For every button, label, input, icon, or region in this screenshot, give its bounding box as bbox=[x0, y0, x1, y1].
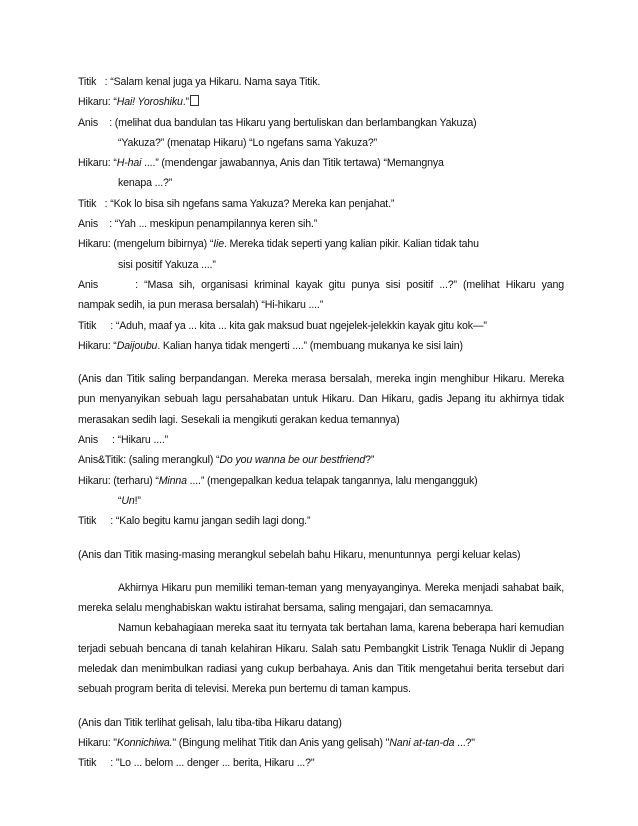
speaker-label: Anis bbox=[78, 218, 99, 231]
dialogue-continuation: kenapa ...?” bbox=[118, 177, 173, 190]
paragraph-gap bbox=[78, 356, 564, 369]
speaker-label: Titik bbox=[78, 197, 97, 210]
dialogue-line: Anis&Titik: (saling merangkul) “Do you wanna be our bestfriend?” bbox=[78, 454, 375, 467]
paragraph-gap bbox=[78, 565, 564, 578]
speaker-label: Titik bbox=[78, 76, 97, 88]
dialogue-line: Titik : “Kalo begitu kamu jangan sedih lagi dong.” bbox=[78, 515, 311, 528]
stage-direction-line: (Anis dan Titik masing-masing merangkul sebelah bahu Hikaru, menuntunnya pergi keluar kelas) bbox=[78, 548, 521, 561]
dialogue-continuation: “Yakuza?” (menatap Hikaru) “Lo ngefans sama Yakuza?” bbox=[118, 136, 377, 149]
dialogue-line: Titik : "Lo ... belom ... denger ... berita, Hikaru ...?" bbox=[78, 757, 315, 770]
dialogue-line: Titik : “Aduh, maaf ya ... kita ... kita gak maksud buat ngejelek-jelekkin kayak gitu kok—” bbox=[78, 319, 487, 332]
dialogue-line: Hikaru: "Konnichiwa." (Bingung melihat Titik dan Anis yang gelisah) "Nani at-tan-da ...?" bbox=[78, 736, 475, 749]
narrative-paragraph: Namun kebahagiaan mereka saat itu ternyata tak bertahan lama, karena beberapa hari kemudian terjadi sebuah bencana di tanah kelahiran Hikaru. Salah satu Pembangkit Listrik Tenaga Nuklir di Jepang meledak dan menimbulkan radiasi yang cukup berbahaya. Anis dan Titik mengetahui berita tersebut dari sebuah program berita di televisi. Mereka pun bertemu di taman kampus. bbox=[78, 622, 564, 696]
speaker-label: Anis bbox=[78, 116, 99, 129]
dialogue-continuation: sisi positif Yakuza ....” bbox=[118, 258, 216, 271]
dialogue-line: Anis : “Yah ... meskipun penampilannya keren sih.” bbox=[78, 218, 318, 231]
dialogue-line: Hikaru: “Daijoubu. Kalian hanya tidak mengerti ....” (membuang mukanya ke sisi lain) bbox=[78, 339, 463, 352]
speaker-label: Hikaru: bbox=[78, 157, 111, 170]
speaker-label: Hikaru: bbox=[78, 238, 111, 251]
dialogue-line: Anis : (melihat dua bandulan tas Hikaru yang bertuliskan dan berlambangkan Yakuza) bbox=[78, 116, 477, 129]
paragraph-gap bbox=[78, 532, 564, 545]
dialogue-line: Hikaru: (mengelum bibirnya) “Iie. Mereka tidak seperti yang kalian pikir. Kalian tidak tahu bbox=[78, 238, 479, 251]
dialogue-line: Titik : “Kok lo bisa sih ngefans sama Yakuza? Mereka kan penjahat.” bbox=[78, 197, 395, 210]
dialogue-continuation: “Un!” bbox=[118, 494, 141, 507]
stage-direction-line: (Anis dan Titik terlihat gelisah, lalu tiba-tiba Hikaru datang) bbox=[78, 716, 342, 729]
dialogue-line: Hikaru: “H-hai ....” (mendengar jawabannya, Anis dan Titik tertawa) “Memangnya bbox=[78, 157, 444, 170]
speaker-label: Hikaru: bbox=[78, 96, 111, 109]
dialogue-continuation: nampak sedih, ia pun merasa bersalah) “Hi-hikaru ....” bbox=[78, 299, 324, 312]
narrative-paragraph: Akhirnya Hikaru pun memiliki teman-teman yang menyayanginya. Mereka menjadi sahabat baik, mereka selalu menghabiskan waktu istirahat bersama, saling mengajari, dan semacamnya. bbox=[78, 581, 564, 615]
dialogue-line: Anis : “Masa sih, organisasi kriminal kayak gitu punya sisi positif ...?” (melihat Hikaru yang bbox=[78, 278, 564, 291]
paragraph-gap bbox=[78, 700, 564, 713]
document-page bbox=[78, 72, 564, 774]
missing-glyph-icon bbox=[190, 95, 199, 106]
stage-direction-paragraph: (Anis dan Titik saling berpandangan. Mereka merasa bersalah, mereka ingin menghibur Hikaru. Mereka pun menyanyikan sebuah lagu persahabatan untuk Hikaru. Dan Hikaru, gadis Jepang itu akhirnya tidak merasakan sedih lagi. Sesekali ia mengikuti gerakan kedua temannya) bbox=[78, 373, 564, 426]
dialogue-line: Hikaru: “Hai! Yoroshiku.” bbox=[78, 92, 564, 112]
dialogue-line: Hikaru: (terharu) “Minna ....” (mengepalkan kedua telapak tangannya, lalu mengangguk) bbox=[78, 474, 478, 487]
dialogue-line: Anis : “Hikaru ....” bbox=[78, 434, 168, 447]
dialogue-line: Titik : “Salam kenal juga ya Hikaru. Nama saya Titik. bbox=[78, 76, 321, 88]
